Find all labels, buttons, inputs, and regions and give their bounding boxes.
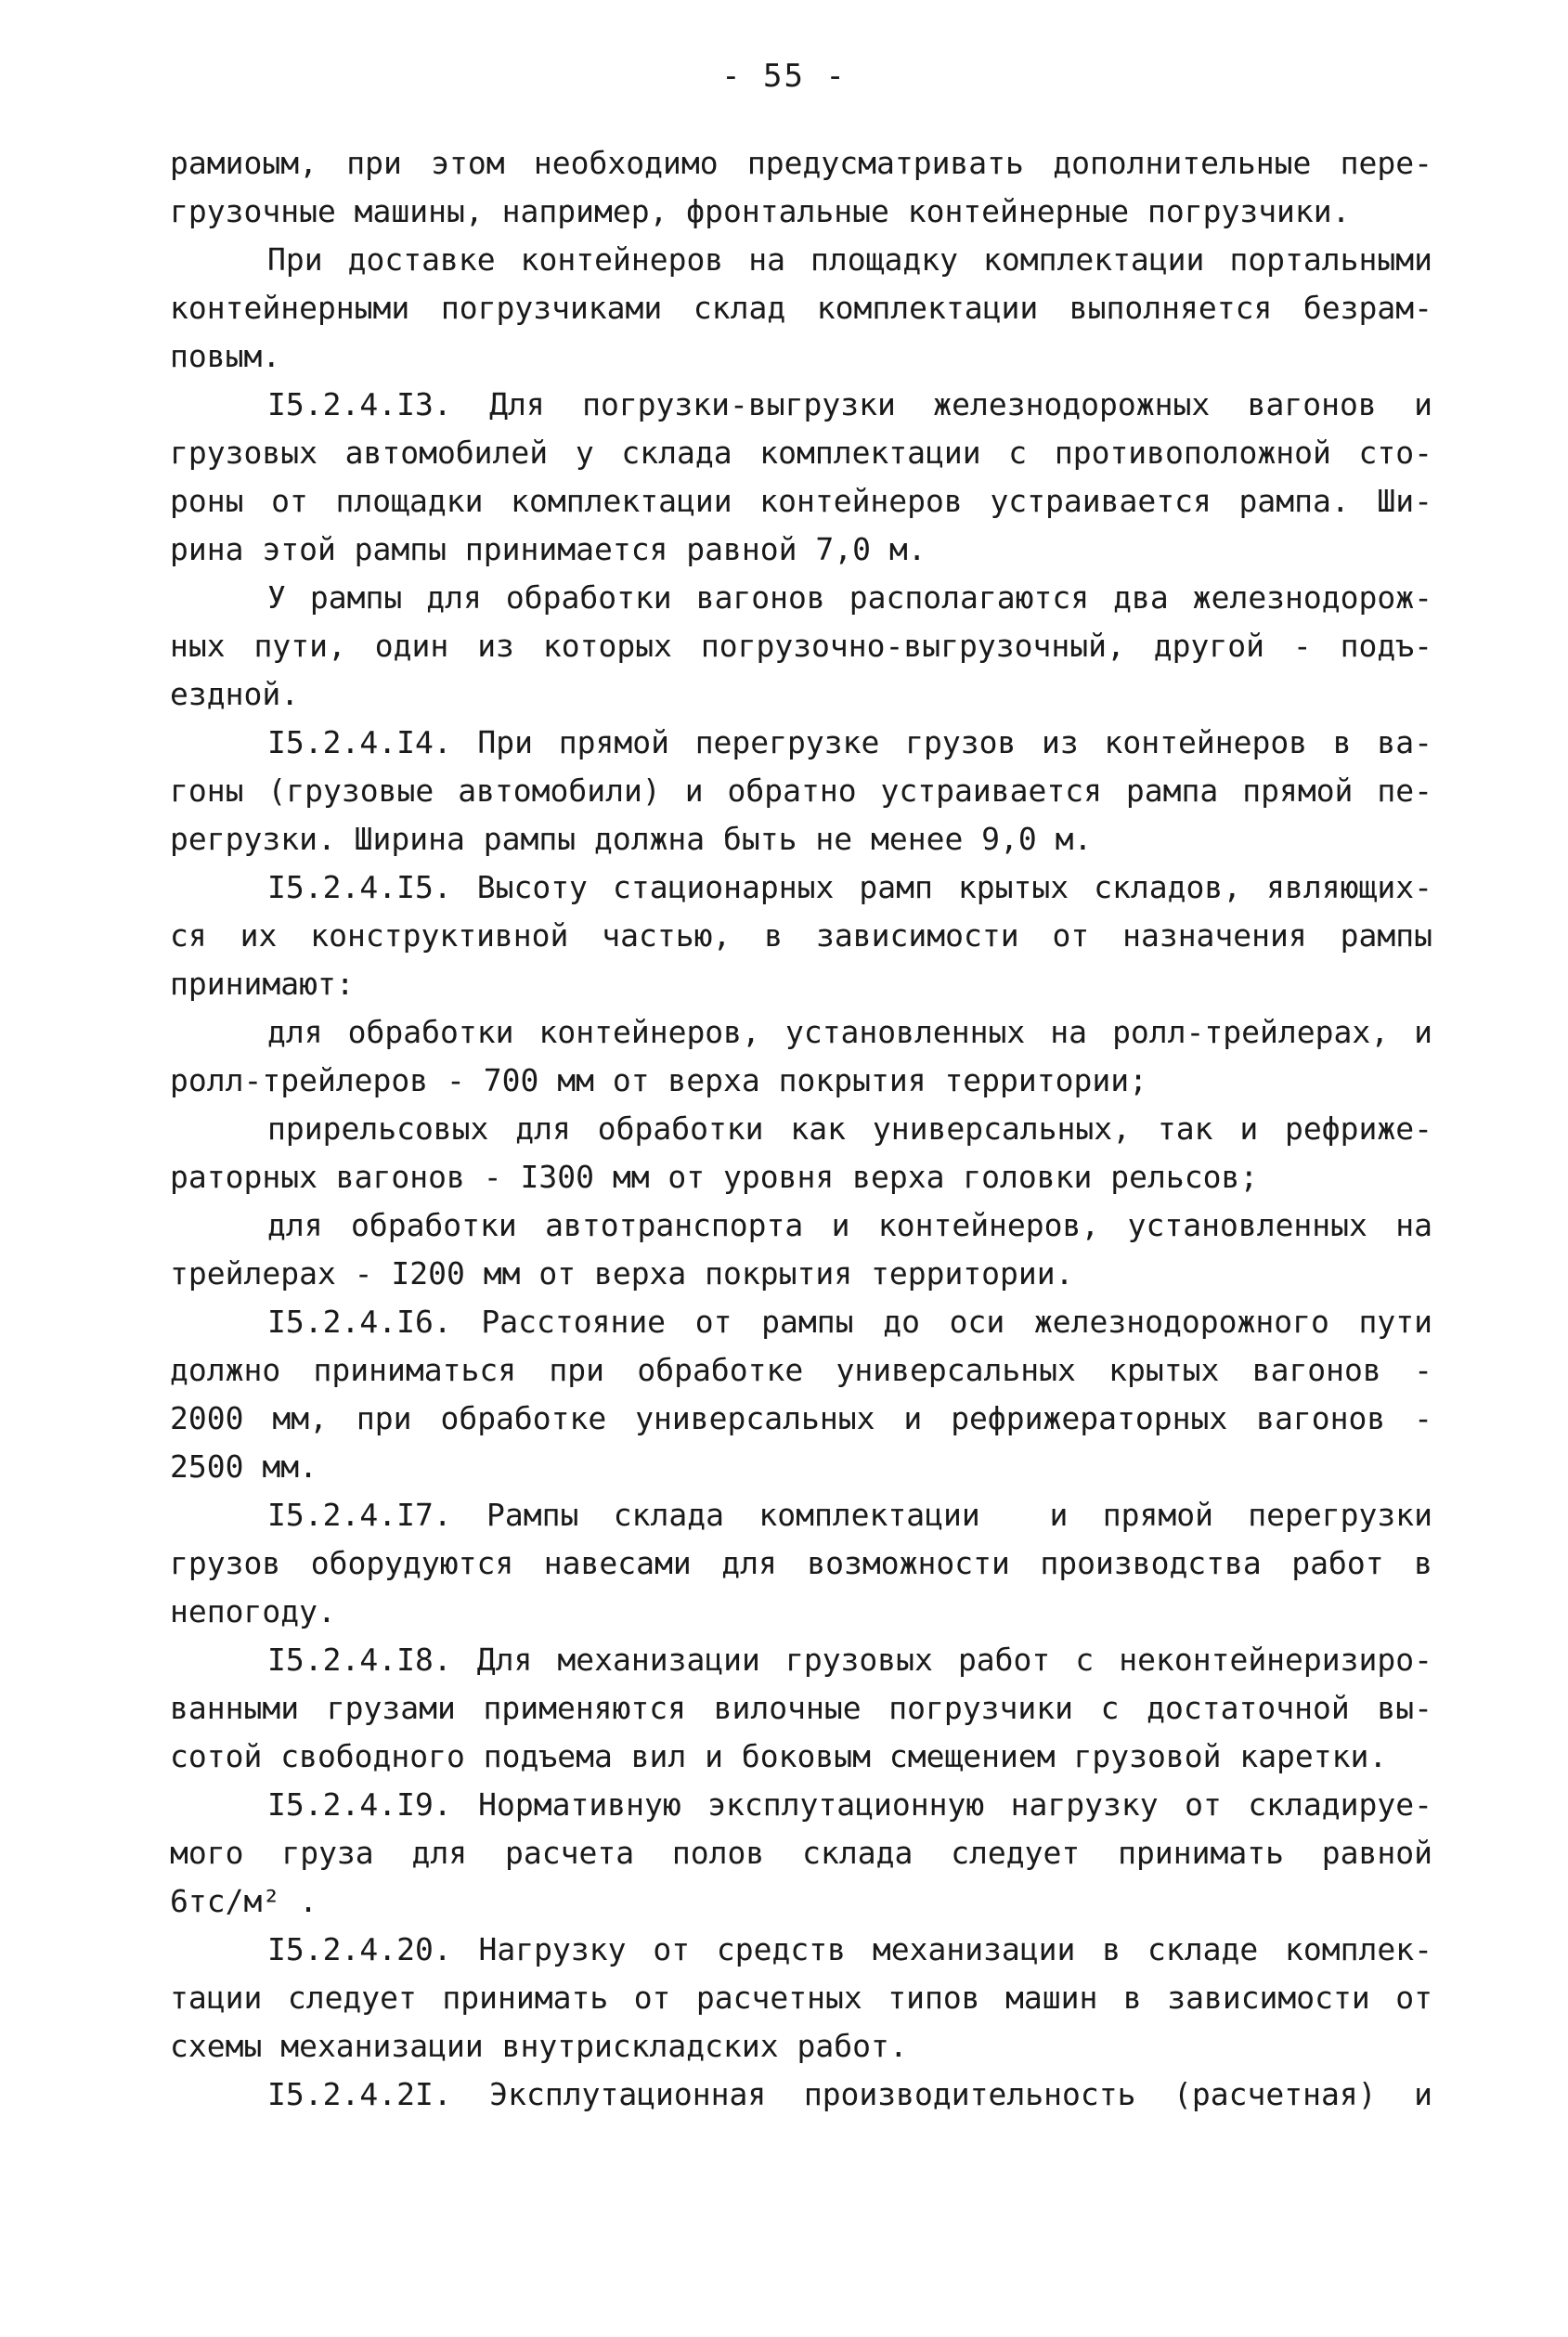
text-line: для обработки автотранспорта и контейнеров, установленных на [267, 1207, 1432, 1243]
text-line: 2500 мм. [170, 1448, 317, 1485]
paragraph [170, 1201, 1432, 1298]
text-line: тации следует принимать от расчетных типов машин в зависимости от [170, 1980, 1432, 2016]
page-number: - 55 - [721, 58, 847, 95]
text-line: непогоду. [170, 1593, 336, 1629]
text-line: ездной. [170, 676, 300, 712]
text-line: ся их конструктивной частью, в зависимости от назначения рампы [170, 917, 1432, 954]
text-line: I5.2.4.I4. При прямой перегрузке грузов из контейнеров в ва- [267, 724, 1432, 760]
paragraph [170, 1491, 1432, 1636]
text-line: раторных вагонов - I300 мм от уровня верха головки рельсов; [170, 1159, 1259, 1195]
paragraph [170, 1105, 1432, 1201]
paragraph [170, 381, 1432, 574]
text-line: принимают: [170, 966, 355, 1002]
text-line: рамиоым, при этом необходимо предусматривать дополнительные пере- [170, 145, 1432, 181]
text-line: ных пути, один из которых погрузочно-выгрузочный, другой - подъ- [170, 628, 1432, 664]
text-line: гоны (грузовые автомобили) и обратно устраивается рампа прямой пе- [170, 773, 1432, 809]
text-line: I5.2.4.2I. Эксплутационная производительность (расчетная) и [267, 2076, 1432, 2112]
text-line: I5.2.4.I3. Для погрузки-выгрузки железнодорожных вагонов и [267, 386, 1432, 422]
paragraph [170, 236, 1432, 381]
paragraph [170, 574, 1432, 719]
text-line: грузовых автомобилей у склада комплектации с противоположной сто- [170, 435, 1432, 471]
text-line: должно приниматься при обработке универсальных крытых вагонов - [170, 1352, 1432, 1388]
text-line: для обработки контейнеров, установленных на ролл-трейлерах, и [267, 1014, 1432, 1050]
body-text [170, 139, 1432, 2119]
paragraph [170, 139, 1432, 236]
paragraph [170, 719, 1432, 863]
text-line: сотой свободного подъема вил и боковым смещением грузовой каретки. [170, 1738, 1388, 1774]
paragraph [170, 1781, 1432, 1926]
text-line: грузочные машины, например, фронтальные контейнерные погрузчики. [170, 193, 1351, 229]
paragraph [170, 863, 1432, 1008]
paragraph [170, 1636, 1432, 1781]
paragraph [170, 2071, 1432, 2119]
text-line: ролл-трейлеров - 700 мм от верха покрытия территории; [170, 1062, 1147, 1098]
text-line: I5.2.4.I5. Высоту стационарных рамп крытых складов, являющих- [267, 869, 1432, 905]
text-line: I5.2.4.I7. Рампы склада комплектации и прямой перегрузки [267, 1497, 1432, 1533]
text-line: I5.2.4.I9. Нормативную эксплутационную нагрузку от складируе- [267, 1786, 1432, 1823]
paragraph [170, 1926, 1432, 2071]
text-line: I5.2.4.I6. Расстояние от рампы до оси железнодорожного пути [267, 1304, 1432, 1340]
text-line: I5.2.4.20. Нагрузку от средств механизации в складе комплек- [267, 1931, 1432, 1967]
text-line: прирельсовых для обработки как универсальных, так и рефриже- [267, 1110, 1432, 1147]
text-line: 2000 мм, при обработке универсальных и рефрижераторных вагонов - [170, 1400, 1432, 1436]
text-line: 6тс/м² . [170, 1883, 317, 1919]
text-line: ванными грузами применяются вилочные погрузчики с достаточной вы- [170, 1690, 1432, 1726]
text-line: мого груза для расчета полов склада следует принимать равной [170, 1835, 1432, 1871]
paragraph [170, 1298, 1432, 1491]
text-line: регрузки. Ширина рампы должна быть не менее 9,0 м. [170, 821, 1093, 857]
text-line: контейнерными погрузчиками склад комплектации выполняется безрам- [170, 290, 1432, 326]
paragraph [170, 1008, 1432, 1105]
text-line: схемы механизации внутрискладских работ. [170, 2028, 908, 2064]
text-line: У рампы для обработки вагонов располагаются два железнодорож- [267, 579, 1432, 616]
text-line: При доставке контейнеров на площадку комплектации портальными [267, 241, 1432, 278]
text-line: роны от площадки комплектации контейнеров устраивается рампа. Ши- [170, 483, 1432, 519]
text-line: грузов оборудуются навесами для возможности производства работ в [170, 1545, 1432, 1581]
text-line: I5.2.4.I8. Для механизации грузовых работ с неконтейнеризиро- [267, 1642, 1432, 1678]
text-line: трейлерах - I200 мм от верха покрытия территории. [170, 1255, 1074, 1292]
text-line: рина этой рампы принимается равной 7,0 м. [170, 531, 927, 567]
text-line: повым. [170, 338, 281, 374]
